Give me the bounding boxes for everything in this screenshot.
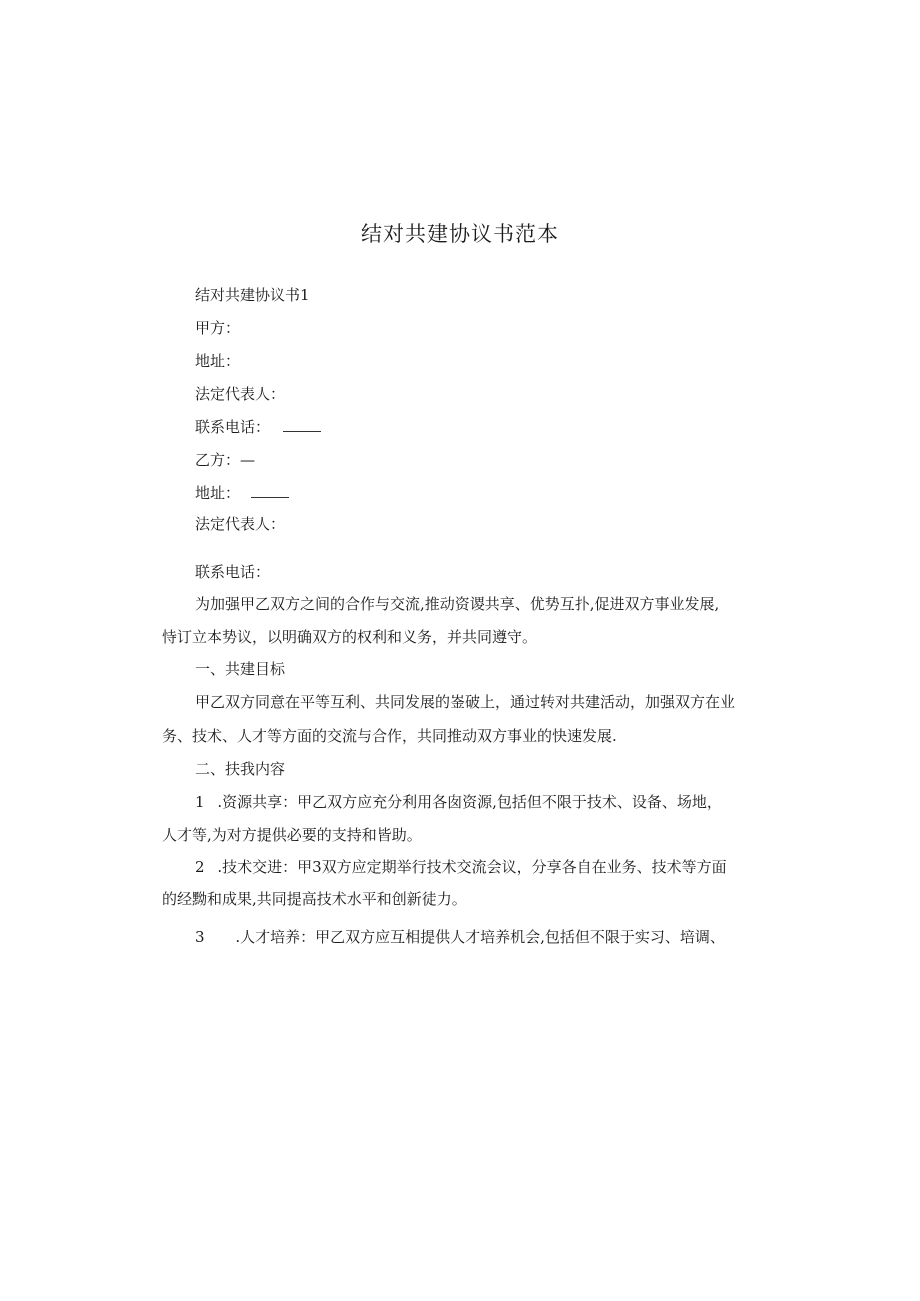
section-1-paragraph-line-2: 务、技术、人才等方面的交流与合作，共同推动双方事业的快速发展. [162,727,617,745]
party-b-label: 乙方：— [195,451,256,469]
section-1-heading: 一、共建目标 [195,660,286,678]
section-2-heading: 二、扶我内容 [195,760,286,778]
party-a-phone-label: 联系电话： [195,418,271,436]
intro-paragraph-line-1: 为加强甲乙双方之间的合作与交流,推动资谡共享、优势互扑,促进双方事业发展, [195,595,720,613]
agreement-subtitle: 结对共建协议书1 [195,286,310,304]
item-1-text: .资源共享：甲乙双方应充分利用各囱资源,包括但不限于技术、设备、场地， [217,793,722,811]
item-2-number: 2 [195,858,205,876]
party-a-phone-row [195,417,321,437]
item-3-line-1 [195,927,725,947]
item-2-text: .技术交进：甲3双方应定期举行技术交流会议，分享各自在业务、技术等方面 [217,858,727,876]
party-b-phone-label: 联系电话： [195,563,271,581]
item-2-line-2: 的经黝和成果,共同提高技术水平和创新徒力。 [162,890,467,908]
document-title: 结对共建协议书范本 [361,222,559,246]
item-3-text: .人才培养：甲乙双方应互相提供人才培养机会,包括但不限于实习、培调、 [235,928,725,946]
party-a-label: 甲方： [195,319,241,337]
intro-paragraph-line-2: 恃订立本势议，以明确双方的权利和义务，并共同遵守。 [162,628,538,646]
item-1-line-1 [195,792,722,812]
party-a-representative-label: 法定代表人： [195,385,286,403]
section-1-paragraph-line-1: 甲乙双方同意在平等互利、共同发展的崟破上，通过转对共建活动，加强双方在业 [195,693,736,711]
party-a-phone-blank [283,419,321,432]
item-1-number: 1 [195,793,205,811]
item-3-number: 3 [195,928,205,946]
item-2-line-1 [195,857,727,877]
party-b-representative-label: 法定代表人： [195,515,286,533]
party-b-address-row [195,483,289,503]
party-b-address-label: 地址： [195,484,241,502]
item-1-line-2: 人才等,为对方提供必要的支持和皆助。 [162,826,422,844]
party-a-address-label: 地址： [195,352,241,370]
party-b-address-blank [251,485,289,498]
